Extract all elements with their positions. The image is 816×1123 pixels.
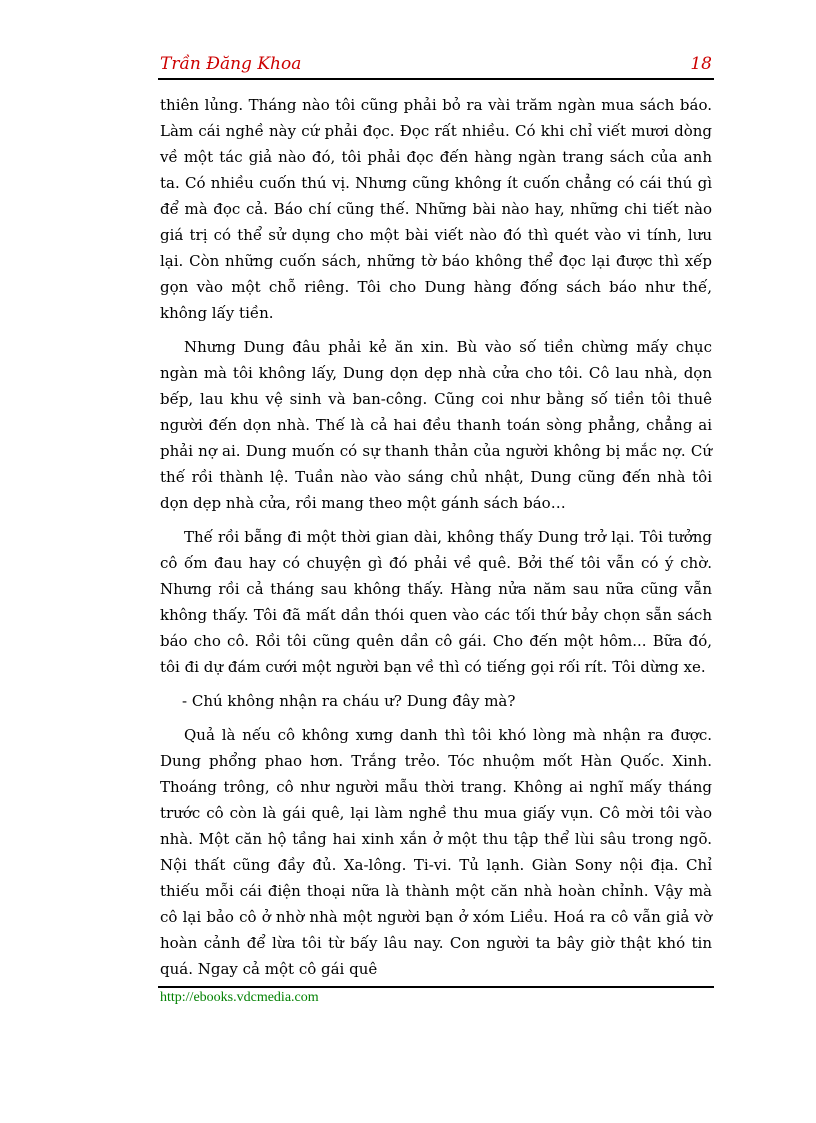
- paragraph-2: Nhưng Dung đâu phải kẻ ăn xin. Bù vào số tiền chừng mấy chục ngàn mà tôi không lấy, Dung dọn dẹp nhà cửa cho tôi. Cô lau nhà, dọn bếp, lau khu vệ sinh và ban-công. Cũng coi như bằng số tiền tôi thuê người đến dọn nhà. Thế là cả hai đều thanh toán sòng phẳng, chẳng ai phải nợ ai. Dung muốn có sự thanh thản của người không bị mắc nợ. Cứ thế rồi thành lệ. Tuần nào vào sáng chủ nhật, Dung cũng đến nhà tôi dọn dẹp nhà cửa, rồi mang theo một gánh sách báo…: [160, 338, 712, 512]
- header-rule: [158, 78, 714, 80]
- paragraph-dialogue: - Chú không nhận ra cháu ư? Dung đây mà?: [182, 692, 516, 710]
- paragraph-5: Quả là nếu cô không xưng danh thì tôi khó lòng mà nhận ra được. Dung phổng phao hơn. Trắng trẻo. Tóc nhuộm mốt Hàn Quốc. Xinh. Thoáng trông, cô như người mẫu thời trang. Không ai nghĩ mấy tháng trước cô còn là gái quê, lại làm nghề thu mua giấy vụn. Cô mời tôi vào nhà. Một căn hộ tầng hai xinh xắn ở một thu tập thể lùi sâu trong ngõ. Nội thất cũng đầy đủ. Xa-lông. Ti-vi. Tủ lạnh. Giàn Sony nội địa. Chỉ thiếu mỗi cái điện thoại nữa là thành một căn nhà hoàn chỉnh. Vậy mà cô lại bảo cô ở nhờ nhà một người bạn ở xóm Liều. Hoá ra cô vẫn giả vờ hoàn cảnh để lừa tôi từ bấy lâu nay. Con người ta bây giờ thật khó tin quá. Ngay cả một cô gái quê: [160, 726, 712, 978]
- paragraph-1: thiên lủng. Tháng nào tôi cũng phải bỏ ra vài trăm ngàn mua sách báo. Làm cái nghề này cứ phải đọc. Đọc rất nhiều. Có khi chỉ viết mươi dòng về một tác giả nào đó, tôi phải đọc đến hàng ngàn trang sách của anh ta. Có nhiều cuốn thú vị. Nhưng cũng không ít cuốn chẳng có cái thú gì để mà đọc cả. Báo chí cũng thế. Những bài nào hay, những chi tiết nào giá trị có thể sử dụng cho một bài viết nào đó thì quét vào vi tính, lưu lại. Còn những cuốn sách, những tờ báo không thể đọc lại được thì xếp gọn vào một chỗ riêng. Tôi cho Dung hàng đống sách báo như thế, không lấy tiền.: [160, 96, 712, 322]
- page-header: [160, 54, 712, 78]
- body-text: [160, 92, 712, 990]
- page-number: 18: [690, 54, 712, 74]
- paragraph-3: Thế rồi bẵng đi một thời gian dài, không thấy Dung trở lại. Tôi tưởng cô ốm đau hay có chuyện gì đó phải về quê. Bởi thế tôi vẫn có ý chờ. Nhưng rồi cả tháng sau không thấy. Hàng nửa năm sau nữa cũng vẫn không thấy. Tôi đã mất dần thói quen vào các tối thứ bảy chọn sẵn sách báo cho cô. Rồi tôi cũng quên dần cô gái. Cho đến một hôm... Bữa đó, tôi đi dự đám cưới một người bạn về thì có tiếng gọi rối rít. Tôi dừng xe.: [160, 528, 712, 676]
- header-author: Trần Đăng Khoa: [160, 54, 302, 74]
- footer-link[interactable]: http://ebooks.vdcmedia.com: [160, 990, 319, 1005]
- footer-rule: [158, 986, 714, 988]
